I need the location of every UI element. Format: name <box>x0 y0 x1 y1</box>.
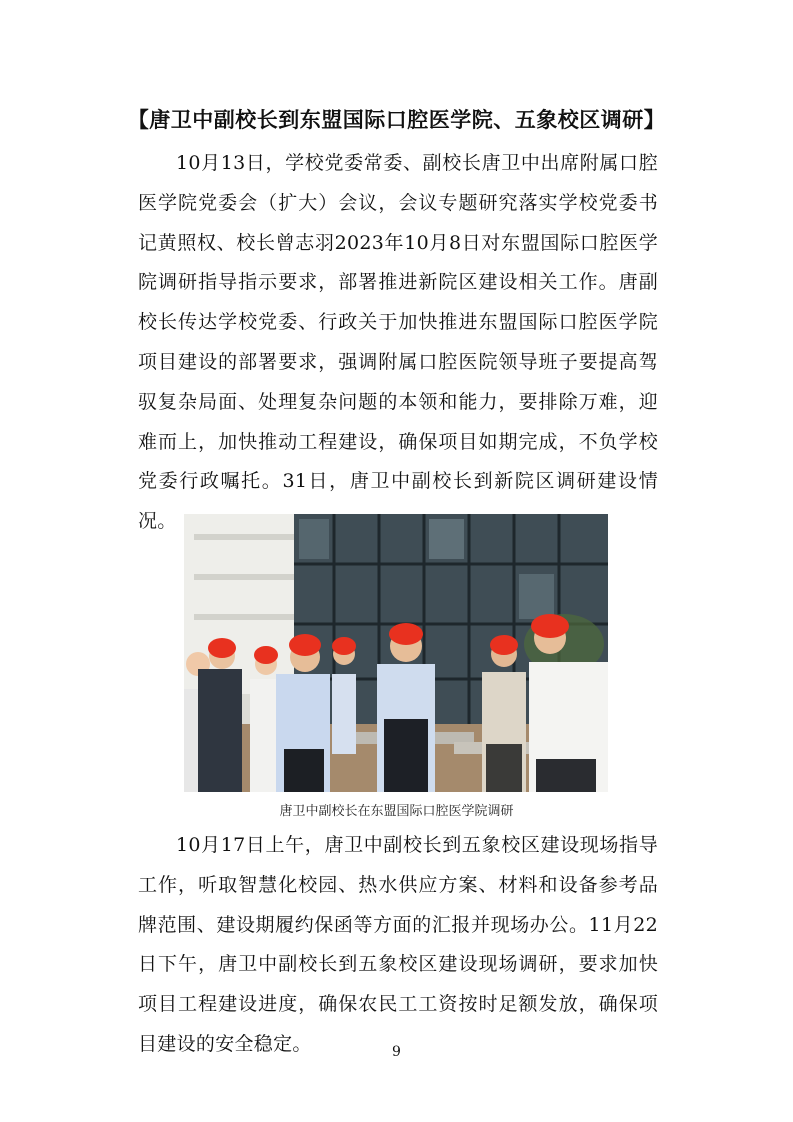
page-number: 9 <box>392 1044 401 1060</box>
paragraph-1: 10月13日，学校党委常委、副校长唐卫中出席附属口腔医学院党委会（扩大）会议，会议专题研究落实学校党委书记黄照权、校长曾志羽2023年10月8日对东盟国际口腔医学院调研指导指示要求，部署推进新院区建设相关工作。唐副校长传达学校党委、行政关于加快推进东盟国际口腔医学院项目建设的部署要求，强调附属口腔医院领导班子要提高驾驭复杂局面、处理复杂问题的本领和能力，要排除万难，迎难而上，加快推动工程建设，确保项目如期完成，不负学校党委行政嘱托。31日，唐卫中副校长到新院区调研建设情况。 <box>138 152 658 533</box>
site-visit-photo <box>184 514 608 792</box>
photo-caption: 唐卫中副校长在东盟国际口腔医学院调研 <box>279 804 514 819</box>
article-title: 【唐卫中副校长到东盟国际口腔医学院、五象校区调研】 <box>127 108 666 132</box>
paragraph-2: 10月17日上午，唐卫中副校长到五象校区建设现场指导工作，听取智慧化校园、热水供应方案、材料和设备参考品牌范围、建设期履约保函等方面的汇报并现场办公。11月22日下午，唐卫中副校长到五象校区建设现场调研，要求加快项目工程建设进度，确保农民工工资按时足额发放，确保项目建设的安全稳定。 <box>138 834 658 1055</box>
